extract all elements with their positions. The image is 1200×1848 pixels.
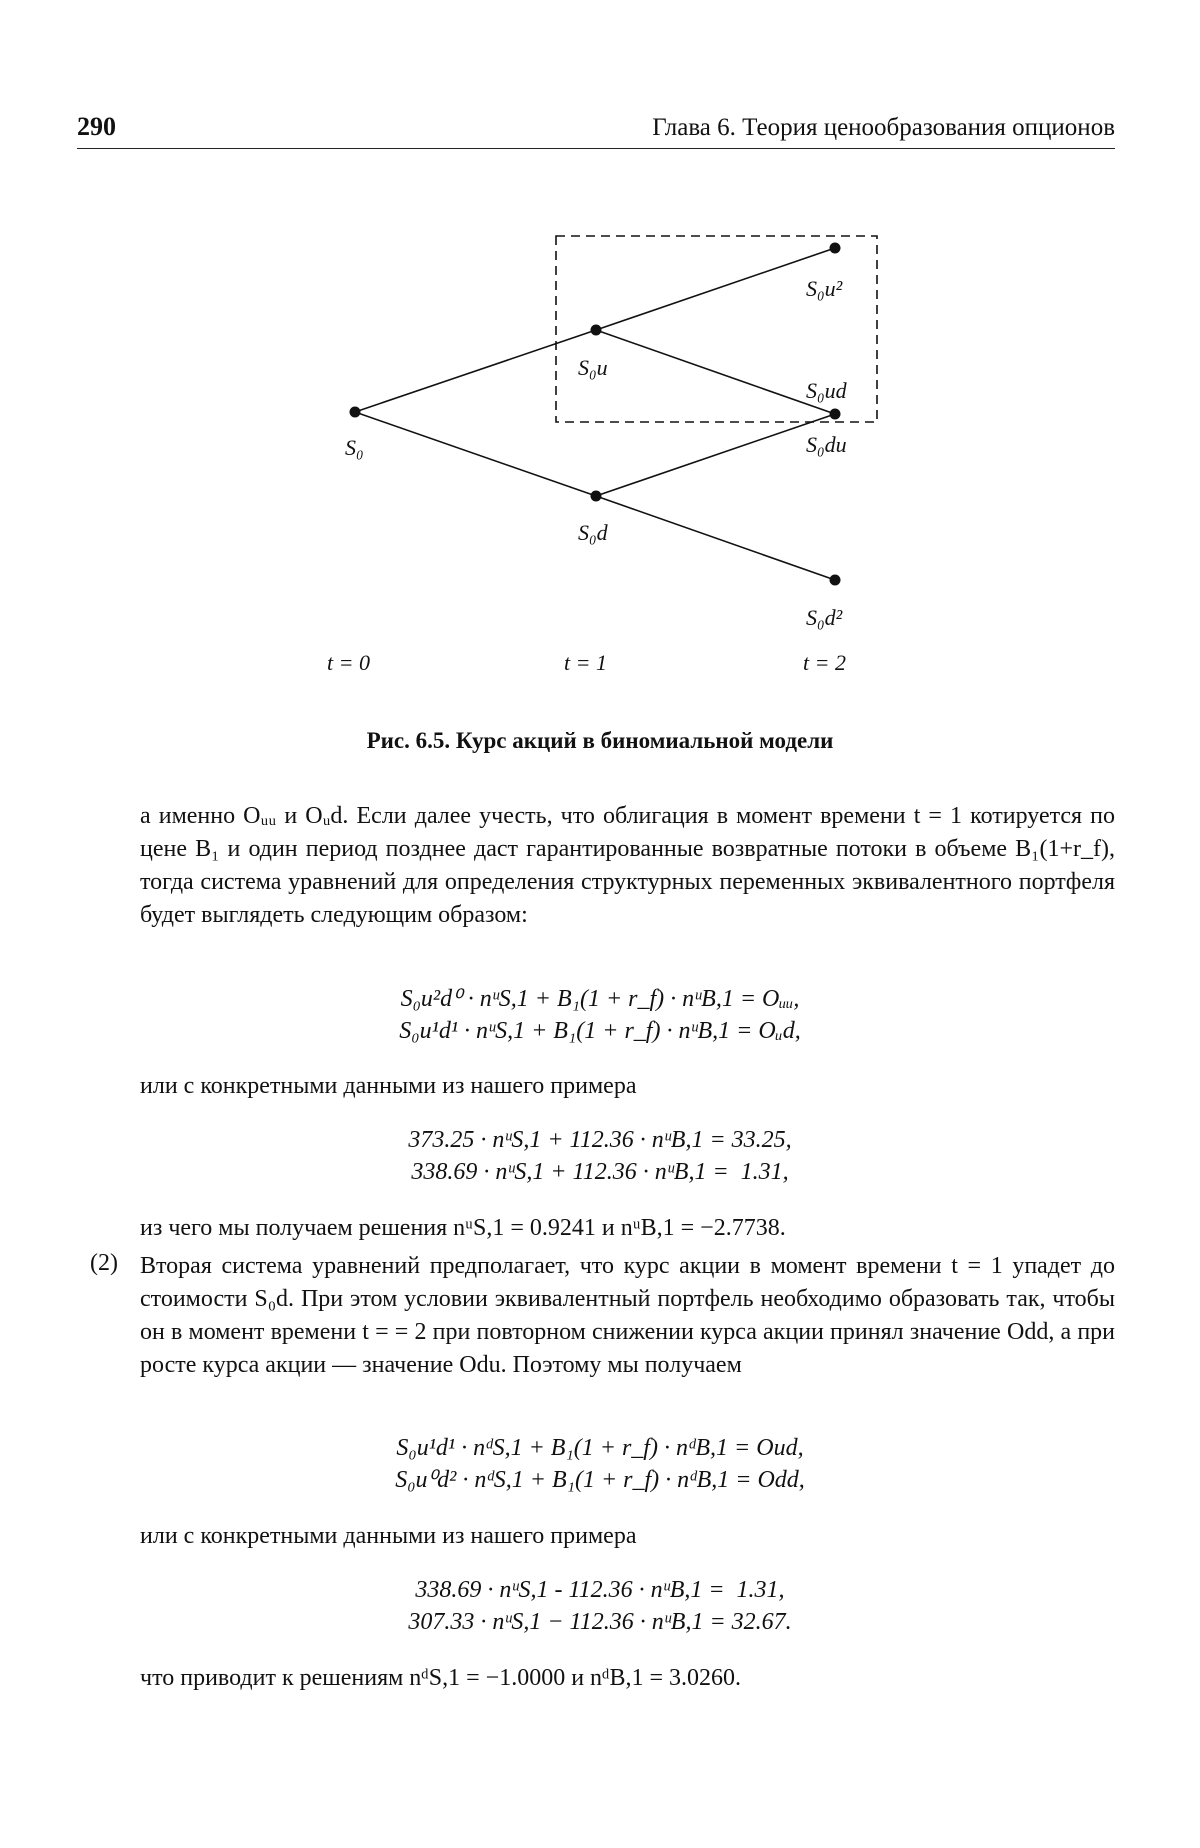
branch-s0u-s0u2	[596, 248, 835, 330]
node-s0u2	[830, 243, 841, 254]
binomial-tree-figure	[0, 0, 1200, 700]
node-s0u	[591, 325, 602, 336]
branch-s0-s0u	[355, 330, 596, 412]
equation-system-2	[0, 1124, 1200, 1188]
time-label-t1: t = 1	[564, 650, 607, 675]
label-s0d2: S₀d²	[806, 605, 843, 630]
label-s0u: S₀u	[578, 355, 608, 380]
label-s0: S₀	[345, 435, 364, 460]
paragraph-6: что приводит к решениям nᵈS,1 = −1.0000 и nᵈB,1 = 3.0260.	[140, 1665, 742, 1691]
equation-line: 373.25 · nᵘS,1 + 112.36 · nᵘB,1 = 33.25,	[408, 1127, 792, 1153]
list-number: (2)	[90, 1250, 118, 1276]
equation-line: S₀u⁰d² · nᵈS,1 + B₁(1 + r_f) · nᵈB,1 = Odd,	[395, 1467, 805, 1493]
equation-line: 338.69 · nᵘS,1 + 112.36 · nᵘB,1 = 1.31,	[411, 1159, 789, 1185]
node-s0d	[591, 491, 602, 502]
node-s0	[350, 407, 361, 418]
label-s0d: S₀d	[578, 520, 608, 545]
paragraph-1: а именно Oᵤᵤ и Oᵤd. Если далее учесть, что облигация в момент времени t = 1 котируется по цене B₁ и один период позднее даст гарантированные возвратные потоки в объеме B₁(1+r_f), тогда система уравнений для определения структурных переменных эквивалентного портфеля будет выглядеть следующим образом:	[140, 803, 1115, 928]
figure-caption: Рис. 6.5. Курс акций в биномиальной модели	[366, 728, 834, 753]
paragraph-5: или с конкретными данными из нашего примера	[140, 1523, 637, 1549]
node-s0d2	[830, 575, 841, 586]
equation-line: 307.33 · nᵘS,1 − 112.36 · nᵘB,1 = 32.67.	[408, 1609, 792, 1635]
paragraph-3: из чего мы получаем решения nᵘS,1 = 0.9241 и nᵘB,1 = −2.7738.	[140, 1215, 786, 1241]
node-s0ud	[830, 409, 841, 420]
equation-line: S₀u¹d¹ · nᵘS,1 + B₁(1 + r_f) · nᵘB,1 = Oᵤd,	[399, 1018, 801, 1044]
equation-line: S₀u²d⁰ · nᵘS,1 + B₁(1 + r_f) · nᵘB,1 = Oᵤᵤ,	[400, 986, 800, 1012]
page-number: 290	[77, 112, 116, 141]
paragraph-2: или с конкретными данными из нашего примера	[140, 1073, 637, 1099]
equation-line: S₀u¹d¹ · nᵈS,1 + B₁(1 + r_f) · nᵈB,1 = Oud,	[396, 1435, 804, 1461]
equation-system-1	[0, 983, 1200, 1047]
branch-s0u-s0ud	[596, 330, 835, 414]
running-head: Глава 6. Теория ценообразования опционов	[652, 114, 1115, 141]
branch-s0d-s0d2	[596, 496, 835, 580]
equation-system-4	[0, 1574, 1200, 1638]
paragraph-4: Вторая система уравнений предполагает, что курс акции в момент времени t = 1 упадет до стоимости S₀d. При этом условии эквивалентный портфель необходимо образовать так, чтобы он в момент времени t = = 2 при повторном снижении курса акции принял значение Odd, а при росте курса акции — значение Odu. Поэтому мы получаем	[140, 1253, 1115, 1378]
time-label-t2: t = 2	[803, 650, 846, 675]
label-s0u2: S₀u²	[806, 276, 843, 301]
branch-s0d-s0du	[596, 414, 835, 496]
time-label-t0: t = 0	[327, 650, 370, 675]
equation-line: 338.69 · nᵘS,1 - 112.36 · nᵘB,1 = 1.31,	[415, 1577, 785, 1603]
branch-s0-s0d	[355, 412, 596, 496]
equation-system-3	[0, 1432, 1200, 1496]
label-s0du: S₀du	[806, 432, 847, 457]
label-s0ud: S₀ud	[806, 378, 847, 403]
